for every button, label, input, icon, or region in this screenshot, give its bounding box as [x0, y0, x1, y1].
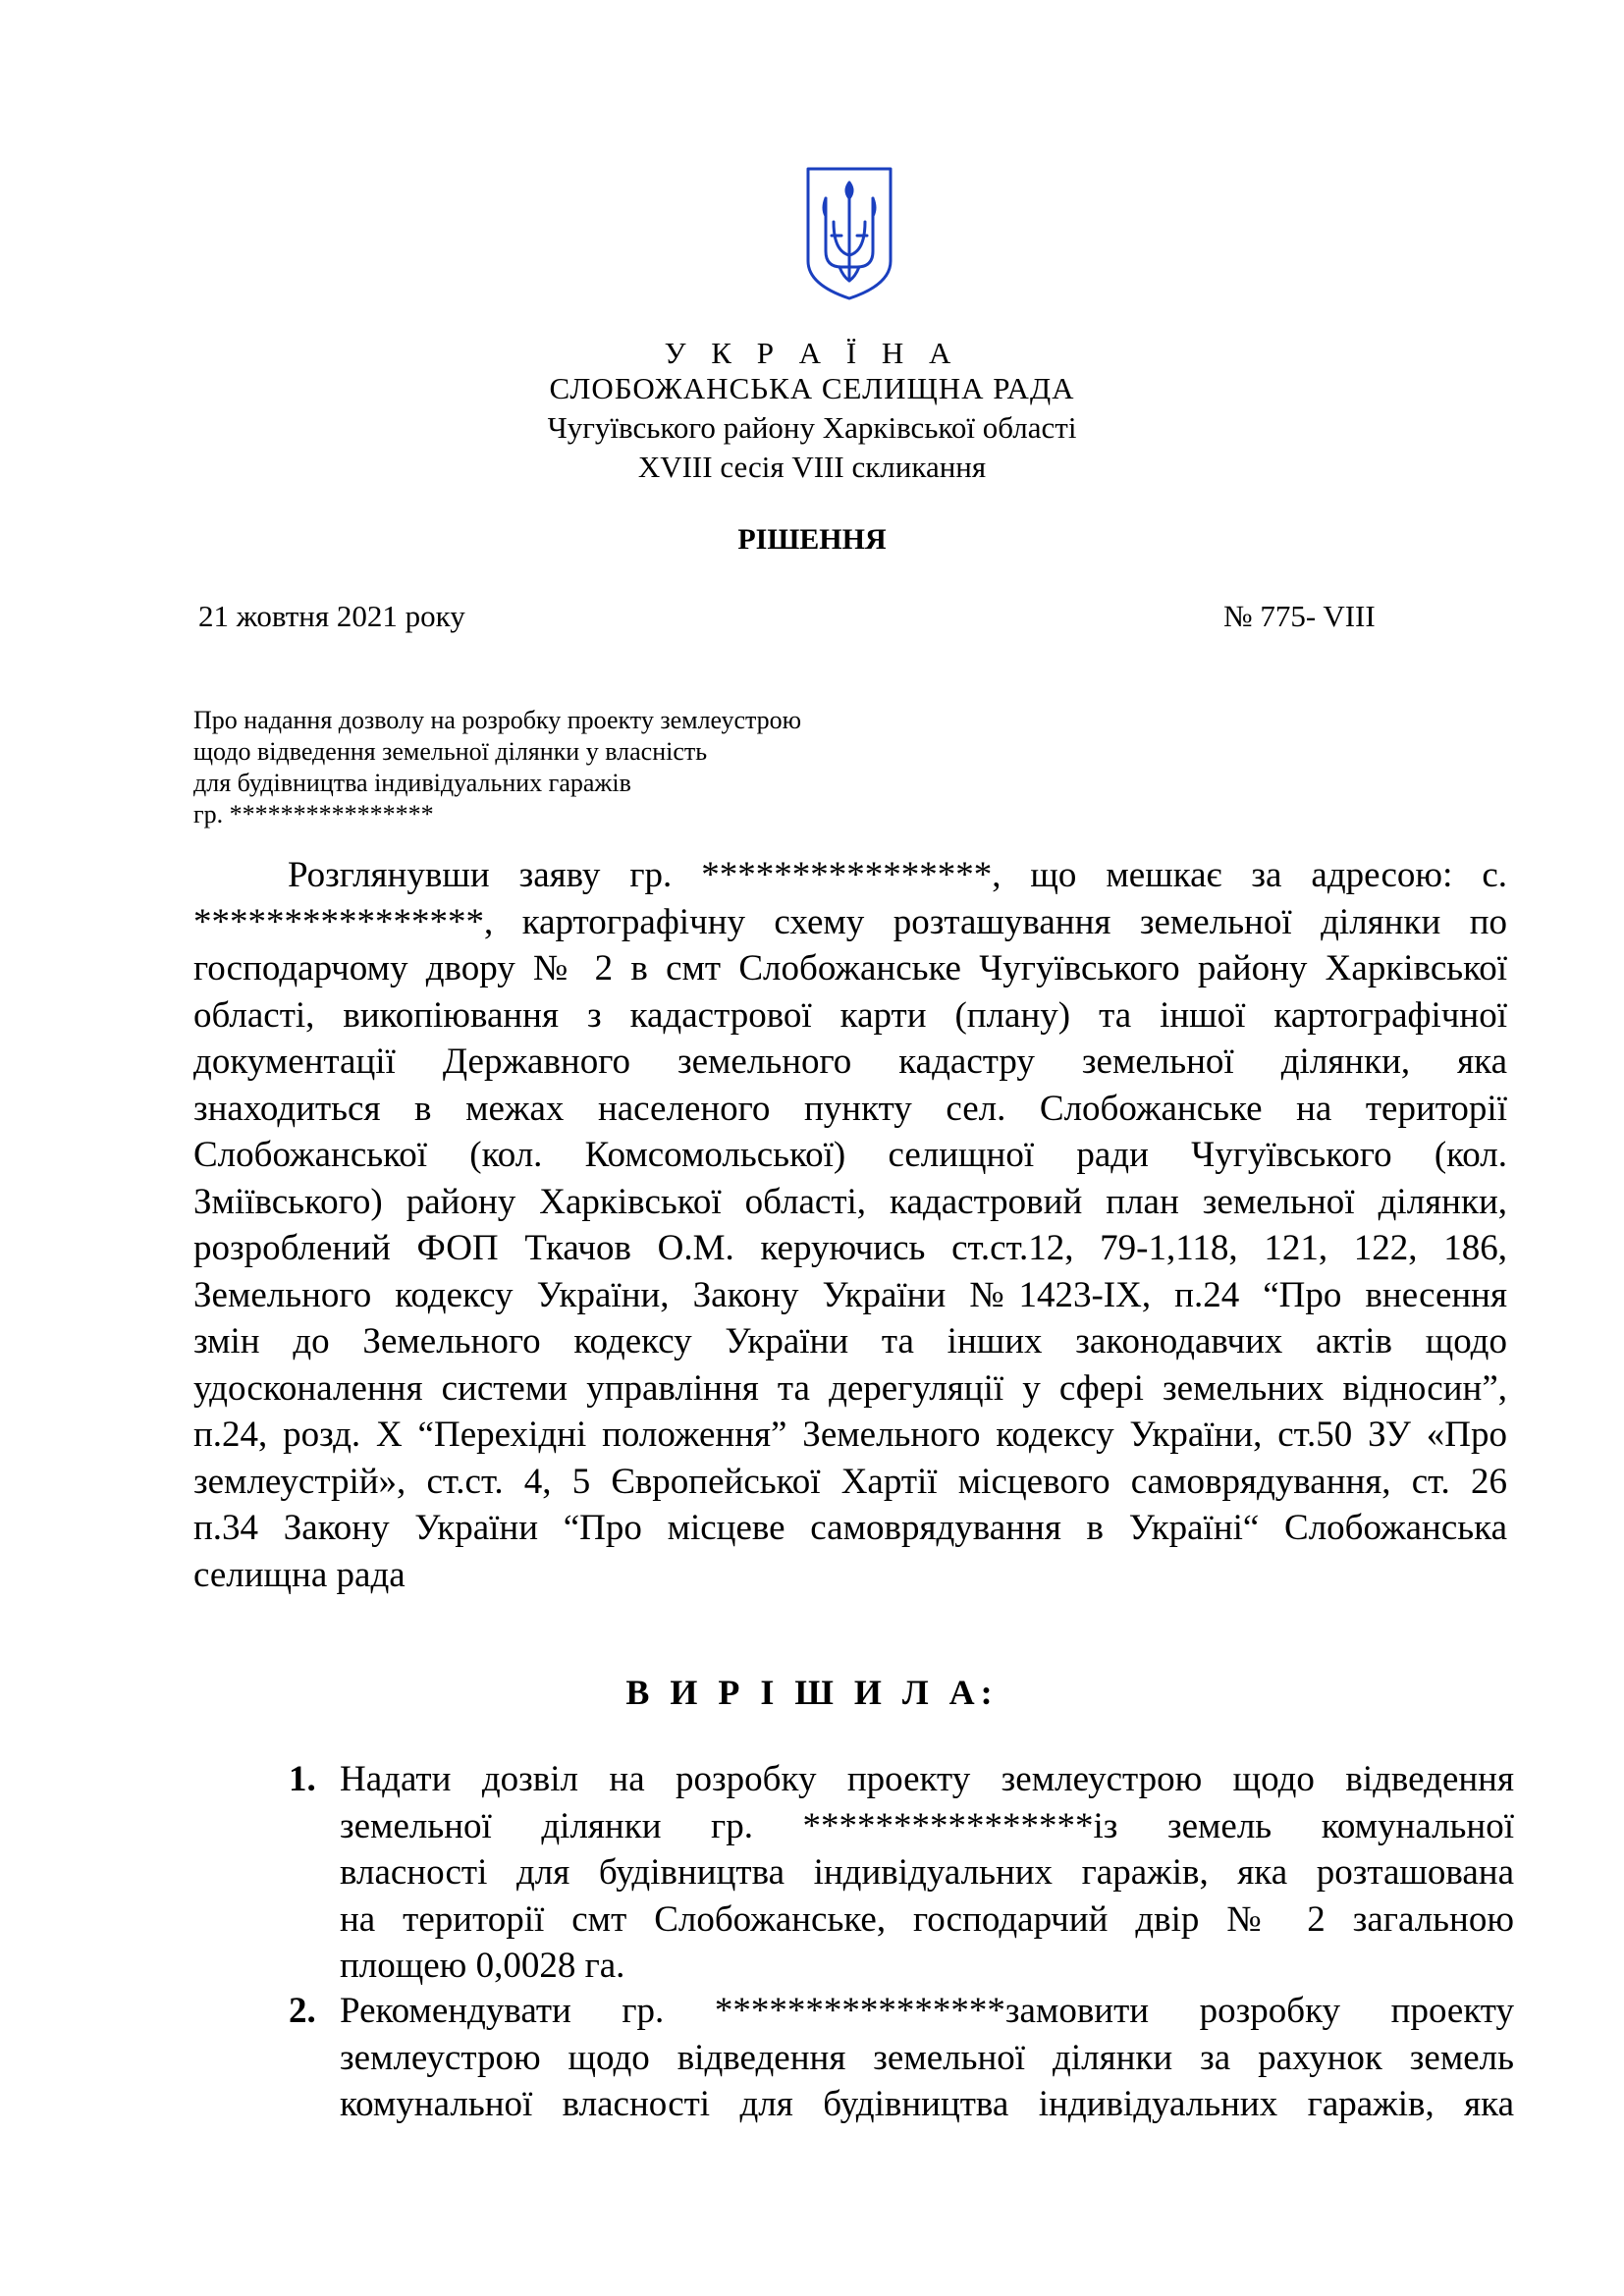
paragraph-line: Слобожанської (кол. Комсомольської) селищної ради Чугуївського (кол.: [193, 1135, 1507, 1175]
item-line: комунальної власності для будівництва індивідуальних гаражів, яка: [340, 2084, 1514, 2124]
district-name: Чугуївського району Харківської області: [547, 410, 1077, 445]
resolution-item: [289, 1988, 1514, 2128]
subject-line: гр. ****************: [193, 800, 434, 828]
paragraph-line: розроблений ФОП Ткачов О.М. керуючись ст.ст.12, 79-1,118, 121, 122, 186,: [193, 1228, 1507, 1268]
paragraph-line: знаходиться в межах населеного пункту сел. Слобожанське на території: [193, 1088, 1507, 1129]
item-line: площею 0,0028 га.: [340, 1946, 625, 1986]
paragraph-line: удосконалення системи управління та дерегуляції у сфері земельних відносин”,: [193, 1367, 1507, 1409]
item-number: 2.: [289, 1991, 316, 2031]
preamble-paragraph: [193, 852, 1507, 1598]
paragraph-line: п.34 Закону України “Про місцеве самоврядування в Україні“ Слобожанська: [193, 1508, 1507, 1548]
paragraph-line: змін до Земельного кодексу України та інших законодавчих актів щодо: [193, 1321, 1507, 1362]
paragraph-line: п.24, розд. X “Перехідні положення” Земельного кодексу України, ст.50 ЗУ «Про: [193, 1415, 1507, 1455]
decision-date: 21 жовтня 2021 року: [198, 599, 465, 633]
paragraph-line: документації Державного земельного кадастру земельної ділянки, яка: [193, 1041, 1507, 1082]
session-info: XVIII сесія VIII скликання: [637, 450, 987, 484]
item-text: [340, 1756, 1514, 1990]
item-text: [340, 1988, 1514, 2128]
paragraph-line: Розглянувши заяву гр. ****************, що мешкає за адресою: с.: [288, 855, 1507, 895]
paragraph-line: Зміївського) району Харківської області, кадастровий план земельної ділянки,: [193, 1181, 1507, 1222]
paragraph-line: ****************, картографічну схему розташування земельної ділянки по: [193, 901, 1507, 942]
paragraph-line: області, викопіювання з кадастрової карти (плану) та іншої картографічної: [193, 994, 1507, 1036]
resolution-item: [289, 1756, 1514, 1990]
paragraph-line: землеустрій», ст.ст. 4, 5 Європейської Хартії місцевого самоврядування, ст. 26: [193, 1461, 1507, 1502]
decision-number: № 775- VIII: [1223, 599, 1376, 633]
item-line: Рекомендувати гр. ****************замовити розробку проекту: [340, 1991, 1514, 2031]
council-name: СЛОБОЖАНСЬКА СЕЛИЩНА РАДА: [549, 371, 1075, 405]
trident-emblem-icon: [804, 165, 894, 302]
paragraph-line: Земельного кодексу України, Закону України №1423-IX, п.24 “Про внесення: [193, 1274, 1507, 1315]
item-line: на території смт Слобожанське, господарчий двір № 2 загальною: [340, 1898, 1514, 1940]
paragraph-line: селищна рада: [193, 1554, 406, 1595]
item-number: 1.: [289, 1759, 316, 1799]
decision-title: РІШЕННЯ: [737, 523, 887, 556]
subject-line: щодо відведення земельної ділянки у власність: [193, 737, 708, 766]
country-name: У К Р А Ї Н А: [664, 336, 960, 370]
item-line: власності для будівництва індивідуальних гаражів, яка розташована: [340, 1852, 1514, 1893]
resolution-heading: В И Р І Ш И Л А:: [625, 1673, 999, 1712]
item-line: Надати дозвіл на розробку проекту землеустрою щодо відведення: [340, 1759, 1514, 1799]
subject-line: для будівництва індивідуальних гаражів: [193, 769, 631, 797]
item-line: землеустрою щодо відведення земельної ділянки за рахунок земель: [340, 2037, 1514, 2078]
paragraph-line: господарчому двору № 2 в смт Слобожанське Чугуївського району Харківської: [193, 948, 1507, 988]
subject-line: Про надання дозволу на розробку проекту землеустрою: [193, 706, 802, 734]
item-line: земельної ділянки гр. ****************із земель комунальної: [340, 1805, 1514, 1846]
decision-subject: [193, 705, 801, 830]
